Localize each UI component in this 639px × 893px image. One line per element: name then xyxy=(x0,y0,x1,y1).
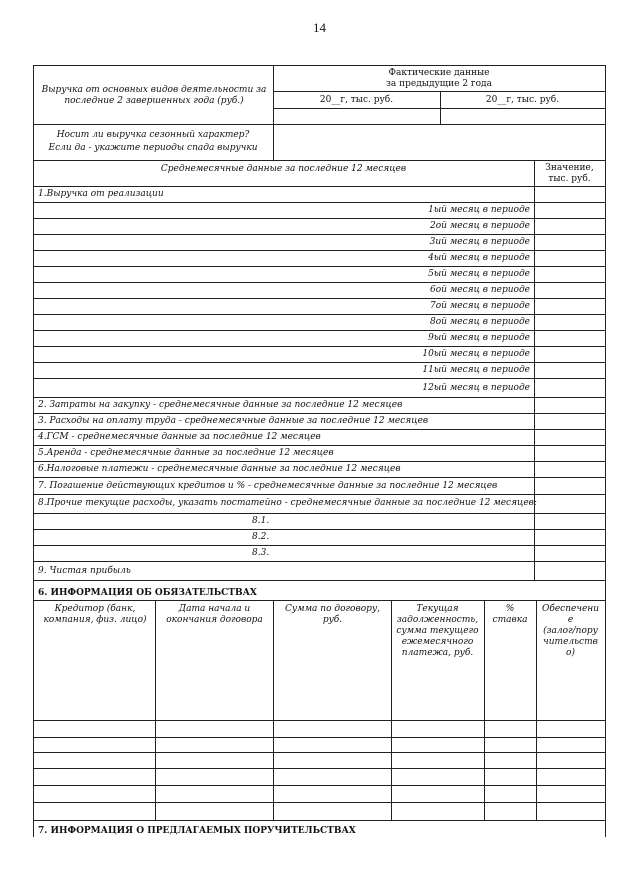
grid-line xyxy=(33,752,605,753)
year2-field[interactable]: 20__г, тыс. руб. xyxy=(485,95,560,105)
col-creditor: Кредитор (банк, компания, физ. лицо) xyxy=(43,604,147,625)
col-rate-l1: % xyxy=(505,604,515,614)
grid-line xyxy=(33,545,605,546)
grid-line xyxy=(33,266,605,267)
grid-line xyxy=(33,314,605,315)
net-profit-label: 9. Чистая прибыль xyxy=(38,566,131,576)
expense-item: 2. Затраты на закупку - среднемесячные данные за последние 12 месяцев xyxy=(38,400,403,410)
grid-line xyxy=(33,346,605,347)
grid-line xyxy=(33,785,605,786)
grid-line xyxy=(273,108,605,109)
value-header-line1: Значение, xyxy=(545,163,594,173)
expense-item: 7. Погашение действующих кредитов и % - среднемесячные данные за последние 12 месяцев xyxy=(38,481,498,491)
grid-line xyxy=(33,362,605,363)
grid-line xyxy=(155,600,156,820)
obligations-title: 6. ИНФОРМАЦИЯ ОБ ОБЯЗАТЕЛЬСТВАХ xyxy=(38,588,257,598)
month-row: 11ый месяц в периоде xyxy=(422,365,530,375)
col-collateral-l1: Обеспечени xyxy=(541,604,599,614)
col-current-debt-l2: задолженность, xyxy=(396,615,479,625)
expense-item: 3. Расходы на оплату труда - среднемесячные данные за последние 12 месяцев xyxy=(38,416,429,426)
grid-line xyxy=(33,282,605,283)
col-collateral-l5: о) xyxy=(566,648,575,658)
year1-field[interactable]: 20__г, тыс. руб. xyxy=(319,95,394,105)
sub-item: 8.2. xyxy=(252,532,270,542)
month-row: 12ый месяц в периоде xyxy=(422,383,530,393)
grid-line xyxy=(33,298,605,299)
grid-line xyxy=(534,160,535,580)
month-row: 9ый месяц в периоде xyxy=(428,333,530,343)
expense-item: 4.ГСМ - среднемесячные данные за последние 12 месяцев xyxy=(38,432,321,442)
grid-line xyxy=(33,461,605,462)
sales-label: 1.Выручка от реализации xyxy=(38,189,164,199)
grid-line xyxy=(33,378,605,379)
col-current-debt-l3: сумма текущего xyxy=(396,626,479,636)
grid-line xyxy=(33,802,605,803)
monthly-header: Среднемесячные данные за последние 12 месяцев xyxy=(160,164,407,174)
month-row: 1ый месяц в периоде xyxy=(428,205,530,215)
grid-line xyxy=(605,65,606,837)
actual-data-header-line2: за предыдущие 2 года xyxy=(386,79,492,89)
value-header-line2: тыс. руб. xyxy=(548,174,591,184)
expense-item: 8.Прочие текущие расходы, указать постатейно - среднемесячные данные за последние 12 месяцев: xyxy=(38,498,537,508)
col-current-debt-l1: Текущая xyxy=(416,604,459,614)
page-number: 14 xyxy=(313,20,326,35)
month-row: 7ой месяц в периоде xyxy=(430,301,530,311)
month-row: 10ый месяц в периоде xyxy=(422,349,530,359)
col-current-debt-l4: ежемесячного xyxy=(401,637,474,647)
expense-item: 6.Налоговые платежи - среднемесячные данные за последние 12 месяцев xyxy=(38,464,401,474)
grid-line xyxy=(33,561,605,562)
grid-line xyxy=(33,445,605,446)
sub-item: 8.3. xyxy=(252,548,270,558)
grid-line xyxy=(33,529,605,530)
col-collateral-l3: (залог/пору xyxy=(543,626,598,636)
grid-line xyxy=(33,513,605,514)
grid-line xyxy=(33,720,605,721)
grid-line xyxy=(33,413,605,414)
grid-line xyxy=(33,234,605,235)
seasonal-question: Носит ли выручка сезонный характер? xyxy=(56,130,250,140)
col-contract-sum: Сумма по договору, руб. xyxy=(285,604,380,625)
grid-line xyxy=(33,477,605,478)
grid-line xyxy=(33,65,605,66)
grid-line xyxy=(33,160,605,161)
grid-line xyxy=(33,820,605,821)
revenue-label: Выручка от основных видов деятельности за последние 2 завершенных года (руб.) xyxy=(41,85,267,106)
grid-line xyxy=(484,600,485,820)
month-row: 3ий месяц в периоде xyxy=(429,237,530,247)
col-rate-l2: ставка xyxy=(492,615,528,625)
actual-data-header-line1: Фактические данные xyxy=(388,68,490,78)
grid-line xyxy=(273,91,605,92)
grid-line xyxy=(33,494,605,495)
grid-line xyxy=(33,330,605,331)
col-collateral-l2: е xyxy=(567,615,574,625)
col-contract-dates: Дата начала и окончания договора xyxy=(166,604,263,625)
month-row: 8ой месяц в периоде xyxy=(430,317,530,327)
grid-line xyxy=(33,124,605,125)
grid-line xyxy=(273,600,274,820)
month-row: 2ой месяц в периоде xyxy=(430,221,530,231)
grid-line xyxy=(33,397,605,398)
seasonal-hint: Если да - укажите периоды спада выручки xyxy=(48,143,258,153)
grid-line xyxy=(33,580,605,581)
grid-line xyxy=(33,600,605,601)
sub-item: 8.1. xyxy=(252,516,270,526)
grid-line xyxy=(33,218,605,219)
grid-line xyxy=(33,186,605,187)
grid-line xyxy=(33,250,605,251)
grid-line xyxy=(33,65,34,837)
month-row: 6ой месяц в периоде xyxy=(430,285,530,295)
col-current-debt-l5: платежа, руб. xyxy=(401,648,474,658)
col-collateral-l4: чительств xyxy=(543,637,598,647)
month-row: 5ый месяц в периоде xyxy=(428,269,530,279)
expense-item: 5.Аренда - среднемесячные данные за последние 12 месяцев xyxy=(38,448,334,458)
grid-line xyxy=(33,737,605,738)
guarantees-title: 7. ИНФОРМАЦИЯ О ПРЕДЛАГАЕМЫХ ПОРУЧИТЕЛЬСТВАХ xyxy=(38,826,356,836)
grid-line xyxy=(33,768,605,769)
month-row: 4ый месяц в периоде xyxy=(428,253,530,263)
grid-line xyxy=(33,429,605,430)
grid-line xyxy=(33,202,605,203)
